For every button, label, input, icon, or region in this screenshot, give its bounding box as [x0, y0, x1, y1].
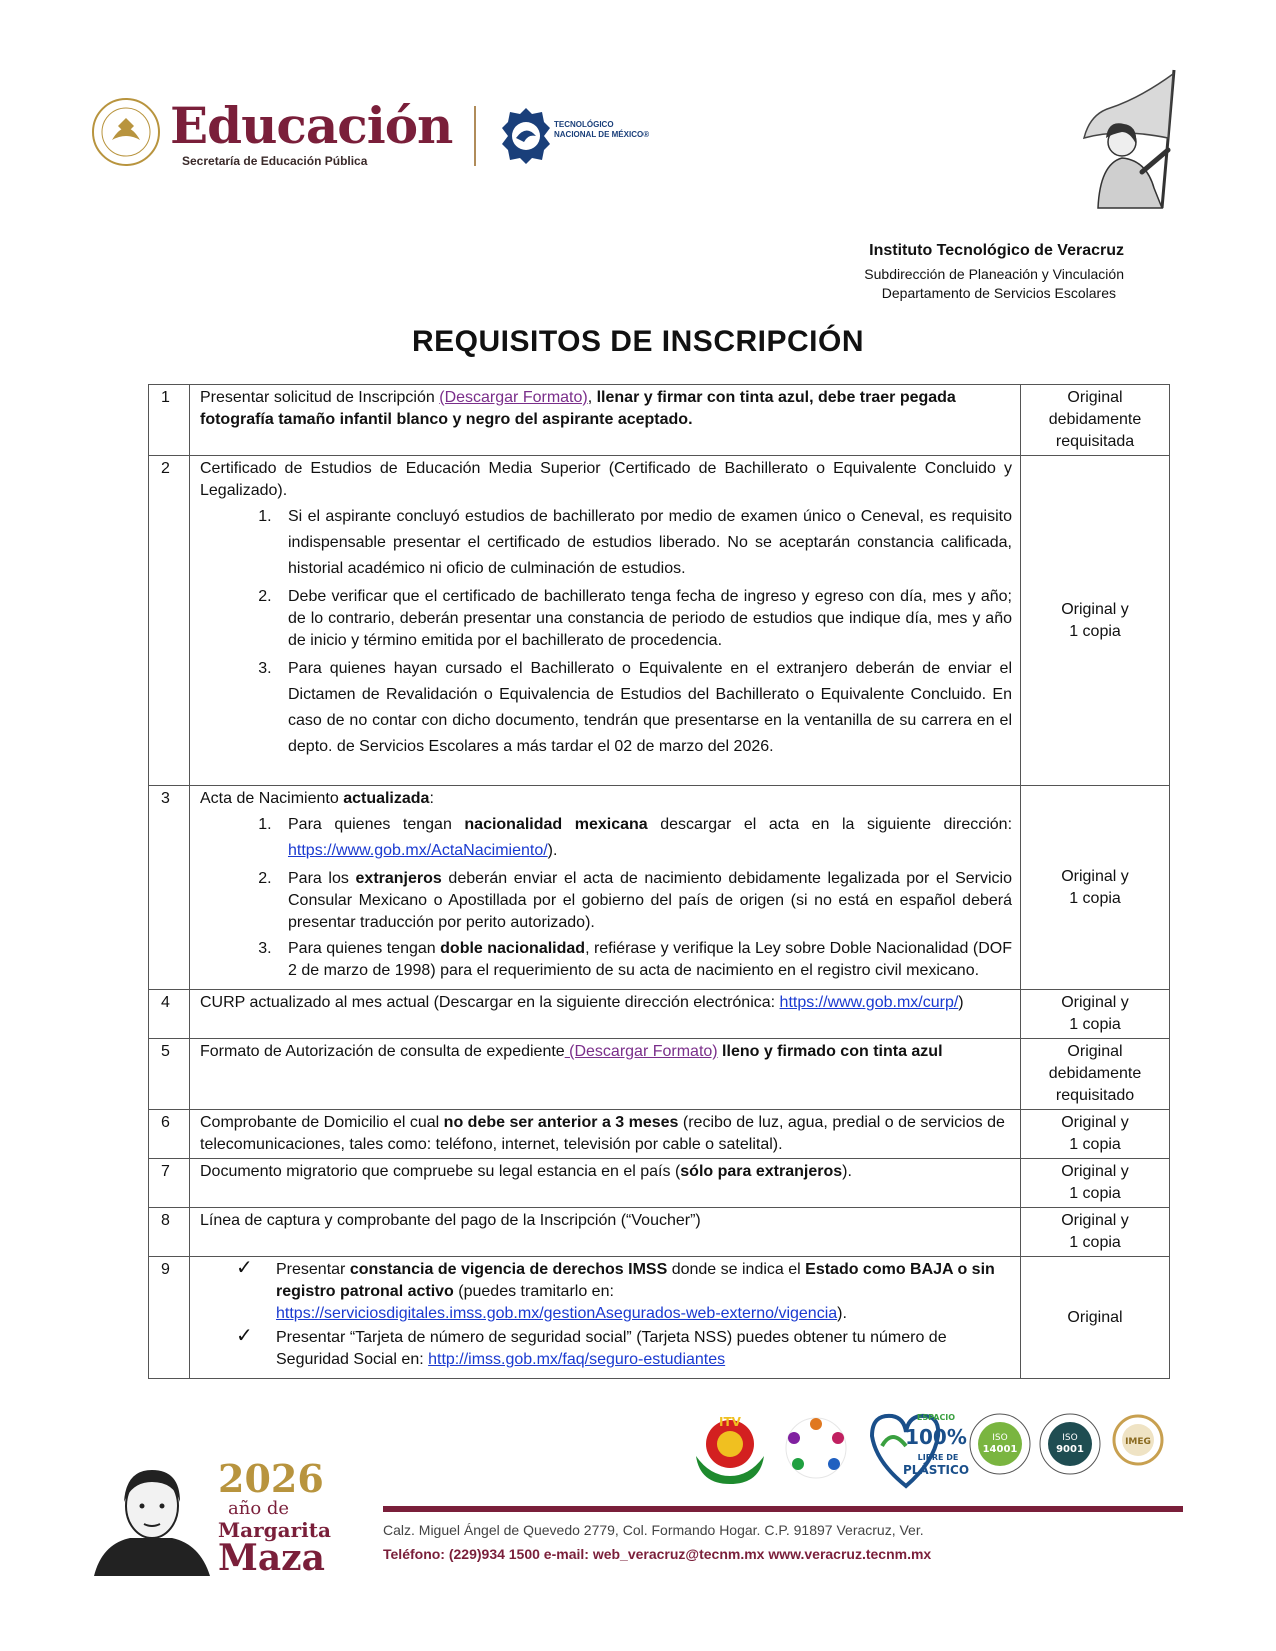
condition-line: Original y [1061, 1163, 1129, 1180]
text: , [587, 389, 597, 406]
tecnm-gear-icon [500, 106, 552, 166]
row-number: 9 [149, 1257, 190, 1379]
intro-text [200, 788, 1012, 810]
text: ). [842, 1163, 852, 1180]
table-row-6 [149, 1110, 1170, 1159]
text: Presentar “Tarjeta de número de seguridad social” (Tarjeta NSS) puedes obtener tu número de Seguridad Social en: [276, 1329, 947, 1368]
table-row-7 [149, 1159, 1170, 1208]
bold-text: nacionalidad mexicana [464, 816, 648, 833]
document-condition [1021, 1208, 1170, 1257]
list-item: 1. Si el aspirante concluyó estudios de bachillerato por medio de examen único o Ceneval, es requisito indispensable presentar el certificado de estudios liberado. No se aceptarán constancia calificada, historial académico ni oficio de culminación de estudios. [276, 504, 1012, 582]
mexico-seal-icon [90, 96, 162, 168]
text: deberán enviar el acta de nacimiento debidamente legalizada por el Servicio Consular Mexicano o Apostillada por el gobierno del país de origen (si no está en español deberá presentar traducción por perito autorizado). [288, 870, 1013, 931]
requirement-text [190, 385, 1021, 456]
requirement-text [190, 990, 1021, 1039]
departamento: Departamento de Servicios Escolares [881, 285, 1116, 301]
document-condition [1021, 456, 1170, 786]
itv-logo-text: ITV [719, 1415, 741, 1429]
text: (recibo de luz, agua, predial o de servicios de telecomunicaciones, tales como: teléfono, internet, televisión por cable o satelital). [200, 1114, 1005, 1153]
bold-text: no debe ser anterior a 3 meses [443, 1114, 679, 1131]
imss-vigencia-link[interactable]: https://serviciosdigitales.imss.gob.mx/gestionAsegurados-web-externo/vigencia [276, 1305, 838, 1322]
bold-text: constancia de vigencia de derechos IMSS [349, 1261, 668, 1278]
iso-14001-number: 14001 [982, 1444, 1018, 1455]
condition-line: Original y [1061, 994, 1129, 1011]
acta-nacimiento-link[interactable]: https://www.gob.mx/ActaNacimiento/ [288, 842, 548, 859]
year-label: año de [228, 1498, 290, 1519]
text: ). [547, 842, 558, 859]
cien-text: 100% [905, 1425, 967, 1449]
subdireccion: Subdirección de Planeación y Vinculación [864, 266, 1124, 282]
bold-text: extranjeros [355, 870, 442, 887]
document-condition [1021, 385, 1170, 456]
year-first-name: Margarita [218, 1518, 331, 1542]
condition-line: requisitada [1055, 433, 1135, 450]
table-row-2 [149, 456, 1170, 786]
year-2026-logo [218, 1456, 331, 1579]
text: Comprobante de Domicilio el cual [200, 1114, 444, 1131]
sub-list [200, 504, 1012, 760]
condition-line: 1 copia [1069, 1016, 1121, 1033]
requirements-table [148, 384, 1170, 1379]
text: donde se indica el [667, 1261, 806, 1278]
condition-line: Original [1067, 1043, 1123, 1060]
footer-address: Calz. Miguel Ángel de Quevedo 2779, Col. Formando Hogar. C.P. 91897 Veracruz, Ver. [383, 1522, 924, 1538]
text: descargar el acta en la siguiente dirección: [647, 816, 1013, 833]
tecnm-logo [500, 106, 650, 170]
sub-list [200, 812, 1012, 982]
tecnm-text [554, 120, 649, 140]
itv-logo-icon [690, 1406, 770, 1486]
requirement-text: Línea de captura y comprobante del pago de la Inscripción (“Voucher”) [190, 1208, 1021, 1257]
institute-name: Instituto Tecnológico de Veracruz [869, 242, 1124, 259]
table-row-3 [149, 786, 1170, 990]
woman-with-flag-illustration [1050, 68, 1200, 218]
text: CURP actualizado al mes actual (Descargar en la siguiente dirección electrónica: [200, 994, 780, 1011]
text: ) [958, 994, 964, 1011]
imeg-text: IMEG [1125, 1437, 1151, 1447]
condition-line: Original y [1061, 1212, 1129, 1229]
text: Presentar solicitud de Inscripción [200, 389, 440, 406]
list-item [276, 868, 1012, 934]
row-number: 1 [149, 385, 190, 456]
libre-text: LIBRE DE [917, 1453, 959, 1462]
tecnm-line1: TECNOLÓGICO [554, 120, 614, 129]
requirement-text [190, 456, 1021, 786]
text: Para quienes tengan [288, 940, 441, 957]
table-row-9 [149, 1257, 1170, 1379]
iso-9001-seal-icon [1038, 1410, 1102, 1486]
margarita-maza-portrait [86, 1456, 216, 1576]
requirement-text [190, 1110, 1021, 1159]
condition-line: requisitado [1055, 1087, 1135, 1104]
iso-9001-number: 9001 [1056, 1444, 1084, 1455]
text: ). [837, 1305, 847, 1322]
iso-label: ISO [992, 1433, 1008, 1443]
checkmark-icon: ✓ [236, 1325, 253, 1347]
iso-label: ISO [1062, 1433, 1078, 1443]
document-condition [1021, 1039, 1170, 1110]
text: Para los [288, 870, 356, 887]
condition-line: Original [1067, 1308, 1123, 1326]
requirement-text [190, 1159, 1021, 1208]
document-condition [1021, 1257, 1170, 1379]
document-condition [1021, 1159, 1170, 1208]
plastico-text: PLÁSTICO [902, 1463, 970, 1477]
list-item [236, 1257, 1012, 1325]
text: (puedes tramitarlo en: [453, 1283, 614, 1300]
footer-contact: Teléfono: (229)934 1500 e-mail: web_veracruz@tecnm.mx www.veracruz.tecnm.mx [383, 1546, 932, 1562]
bold-text: lleno y firmado con tinta azul [717, 1043, 943, 1060]
page-title: REQUISITOS DE INSCRIPCIÓN [411, 325, 864, 358]
condition-line: 1 copia [1069, 1185, 1121, 1202]
condition-line: 1 copia [1069, 622, 1121, 640]
intro-text: Certificado de Estudios de Educación Media Superior (Certificado de Bachillerato o Equivalente Concluido y Legalizado). [200, 460, 1012, 499]
document-condition [1021, 990, 1170, 1039]
condition-line: 1 copia [1069, 889, 1121, 907]
condition-line: Original y [1061, 867, 1129, 885]
year-number: 2026 [218, 1456, 324, 1501]
requirement-text [190, 786, 1021, 990]
condition-line: 1 copia [1069, 1234, 1121, 1251]
imss-nss-link[interactable]: http://imss.gob.mx/faq/seguro-estudiantes [428, 1351, 726, 1368]
logo-divider [474, 106, 476, 166]
requirement-text [190, 1039, 1021, 1110]
list-item: 3. Para quienes hayan cursado el Bachillerato o Equivalente en el extranjero deberán de enviar el Dictamen de Revalidación o Equivalencia de Estudios del Bachillerato o Equivalente Concluido. En caso de no contar con dicho documento, tendrán que presentarse en la ventanilla de su carrera en el depto. de Servicios Escolares a más tardar el 02 de marzo del 2026. [276, 656, 1012, 760]
text: Presentar [276, 1261, 350, 1278]
download-format-link[interactable]: (Descargar Formato) [564, 1043, 718, 1060]
bold-text: llenar y firmar con tinta azul, debe traer pegada fotografía tamaño infantil blanco y negro del aspirante aceptado. [200, 389, 956, 428]
condition-line: debidamente [1048, 1065, 1142, 1082]
download-format-link[interactable]: (Descargar Formato) [439, 389, 588, 406]
list-item [276, 812, 1012, 864]
document-condition [1021, 786, 1170, 990]
equality-seal-icon [776, 1410, 856, 1486]
requirement-text [190, 1257, 1021, 1379]
imeg-seal-icon [1108, 1410, 1168, 1486]
table-row-5 [149, 1039, 1170, 1110]
list-item [236, 1325, 1012, 1371]
bold-text: actualizada [343, 790, 430, 807]
condition-line: debidamente [1048, 411, 1142, 428]
document-condition [1021, 1110, 1170, 1159]
row-number: 2 [149, 456, 190, 786]
condition-line: Original y [1061, 1114, 1129, 1131]
text: , refiérase y verifique la Ley sobre Doble Nacionalidad (DOF 2 de marzo de 1998) para el requerimiento de su acta de nacimiento en el registro civil mexicano. [288, 940, 1012, 979]
condition-line: 1 copia [1069, 1136, 1121, 1153]
tecnm-line2: NACIONAL DE MÉXICO® [554, 130, 650, 139]
checkmark-icon: ✓ [236, 1257, 253, 1279]
brand-subtitle: Secretaría de Educación Pública [182, 154, 368, 168]
text: Para quienes tengan [288, 816, 465, 833]
text: : [429, 790, 434, 807]
row-number: 8 [149, 1208, 190, 1257]
bold-text: Estado como BAJA o sin registro patronal activo [276, 1261, 995, 1300]
table-row-1 [149, 385, 1170, 456]
table-row-8 [149, 1208, 1170, 1257]
table-row-4 [149, 990, 1170, 1039]
row-number: 6 [149, 1110, 190, 1159]
year-last-name: Maza [218, 1537, 325, 1579]
espacio-text: ESPACIO [916, 1413, 956, 1422]
espacio-libre-plastico-icon [862, 1406, 970, 1490]
row-number: 4 [149, 990, 190, 1039]
text: Documento migratorio que compruebe su legal estancia en el país ( [200, 1163, 681, 1180]
text: Acta de Nacimiento [200, 790, 344, 807]
text: Formato de Autorización de consulta de expediente [200, 1043, 565, 1060]
iso-14001-seal-icon [968, 1410, 1032, 1486]
condition-line: Original y [1061, 600, 1129, 618]
condition-line: Original [1067, 389, 1123, 406]
footer-divider [383, 1506, 1183, 1512]
row-number: 7 [149, 1159, 190, 1208]
brand-word: Educación [170, 96, 453, 155]
certification-logos [690, 1400, 1190, 1492]
list-item [276, 938, 1012, 982]
row-number: 5 [149, 1039, 190, 1110]
check-list [200, 1259, 1012, 1371]
bold-text: doble nacionalidad [440, 940, 586, 957]
bold-text: sólo para extranjeros [680, 1163, 843, 1180]
curp-link[interactable]: https://www.gob.mx/curp/ [779, 994, 959, 1011]
educacion-logo [90, 96, 453, 174]
row-number: 3 [149, 786, 190, 990]
list-item: 2. Debe verificar que el certificado de bachillerato tenga fecha de ingreso y egreso con día, mes y año; de lo contrario, deberán presentar una constancia de periodo de estudios que indique día, mes y año de inicio y término emitida por el bachillerato de procedencia. [276, 586, 1012, 652]
